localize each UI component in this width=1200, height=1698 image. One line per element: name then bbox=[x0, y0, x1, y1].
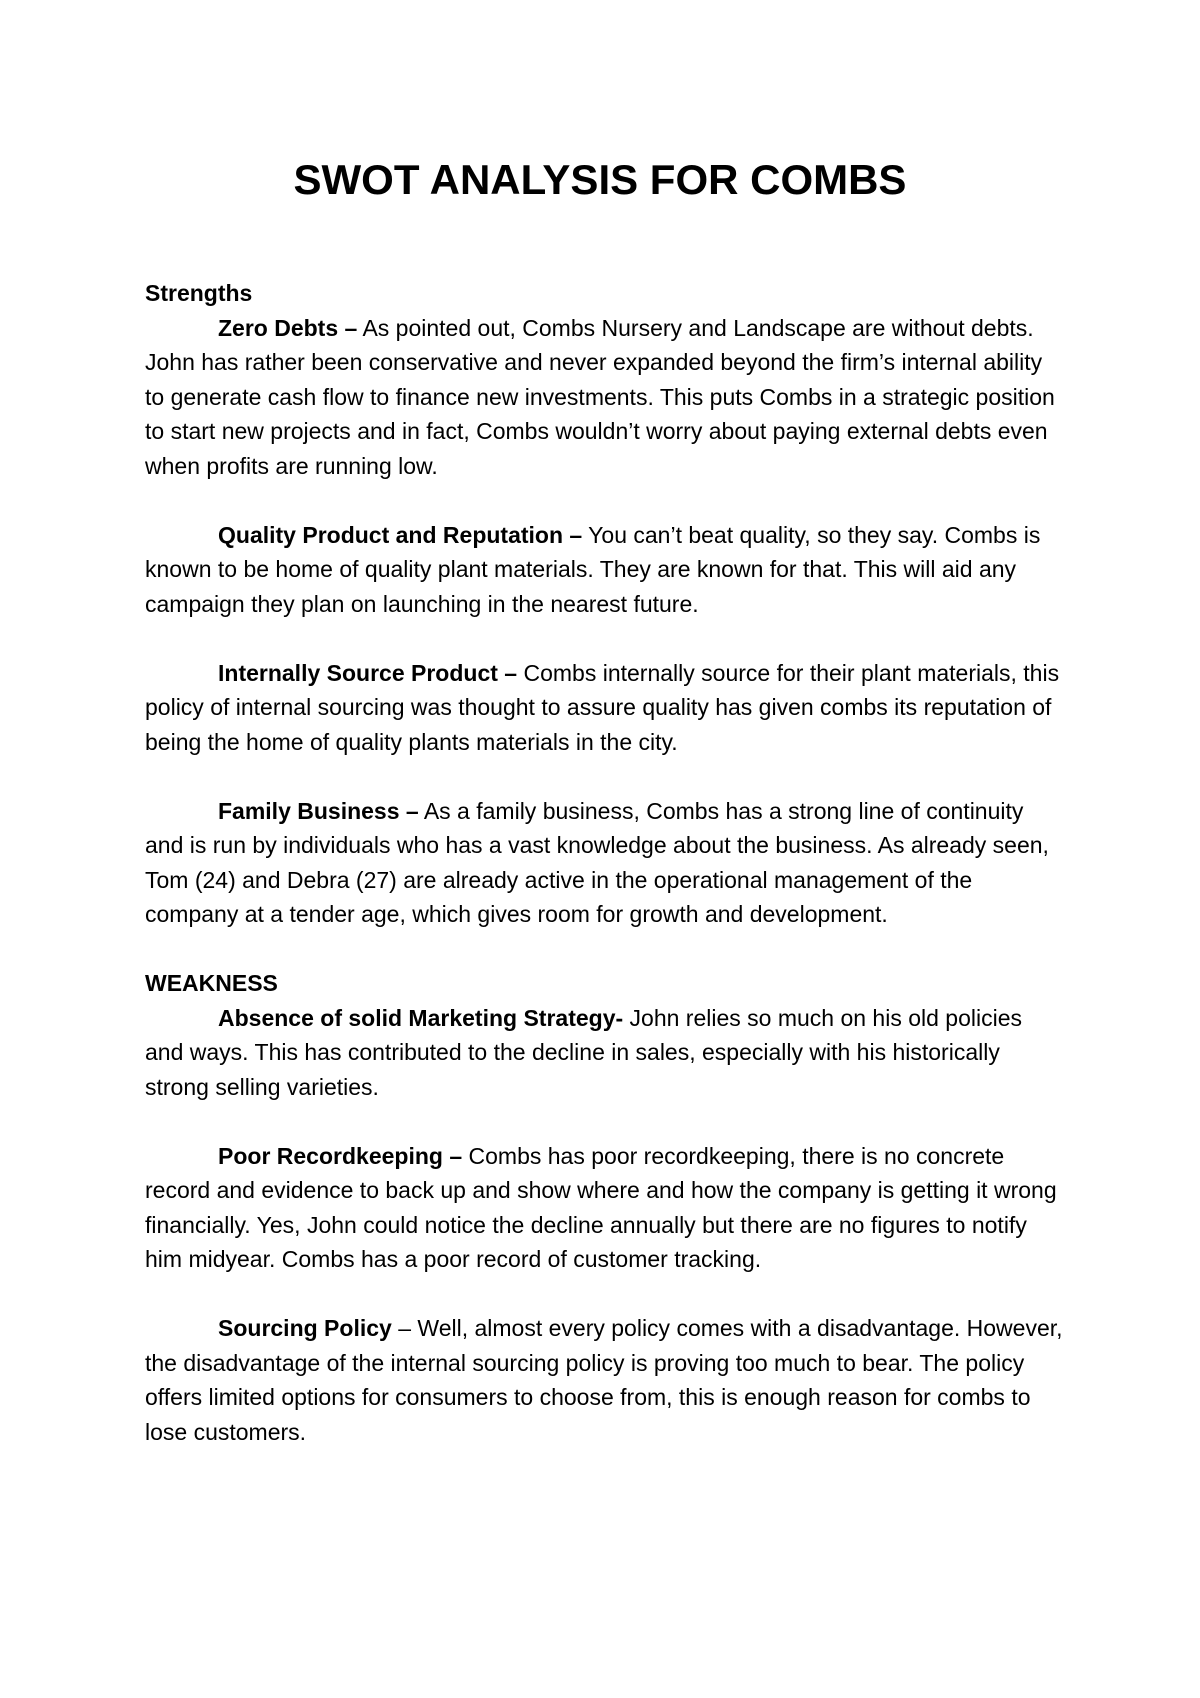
paragraph-text: – Well, almost every policy comes with a disadvantage. However, the disadvantage of the internal sourcing policy is proving too much to bear. The policy offers limited options for consumers to choose from, this is enough reason for combs to lose customers. bbox=[145, 1315, 1063, 1445]
paragraph-text: As pointed out, Combs Nursery and Landscape are without debts. John has rather been conservative and never expanded beyond the firm’s internal ability to generate cash flow to finance new investments. This puts Combs in a strategic position to start new projects and in fact, Combs wouldn’t worry about paying external debts even when profits are running low. bbox=[145, 314, 1055, 479]
paragraph-marketing-strategy bbox=[145, 1001, 1065, 1105]
paragraph-poor-recordkeeping bbox=[145, 1139, 1065, 1277]
paragraph-lead: Quality Product and Reputation – bbox=[218, 521, 583, 548]
paragraph-text: As a family business, Combs has a strong line of continuity and is run by individuals who has a vast knowledge about the business. As already seen, Tom (24) and Debra (27) are already active in the operational management of the company at a tender age, which gives room for growth and development. bbox=[145, 797, 1049, 927]
paragraph-text: Combs has poor recordkeeping, there is no concrete record and evidence to back up and show where and how the company is getting it wrong financially. Yes, John could notice the decline annually but there are no figures to notify him midyear. Combs has a poor record of customer tracking. bbox=[145, 1142, 1057, 1272]
paragraph-lead: Internally Source Product – bbox=[218, 659, 518, 686]
paragraph-lead: Sourcing Policy bbox=[218, 1315, 392, 1341]
paragraph-lead: Absence of solid Marketing Strategy- bbox=[218, 1004, 624, 1031]
paragraph-text: You can’t beat quality, so they say. Combs is known to be home of quality plant materials. They are known for that. This will aid any campaign they plan on launching in the nearest future. bbox=[145, 521, 1041, 617]
paragraph-sourcing-policy bbox=[145, 1311, 1065, 1449]
section-strengths bbox=[145, 276, 1065, 932]
paragraph-text: Combs internally source for their plant materials, this policy of internal sourcing was thought to assure quality has given combs its reputation of being the home of quality plants materials in the city. bbox=[145, 659, 1060, 755]
document-title: SWOT ANALYSIS FOR COMBS bbox=[293, 156, 907, 203]
section-heading-strengths: Strengths bbox=[145, 280, 253, 306]
section-heading-weakness: WEAKNESS bbox=[145, 970, 278, 996]
paragraph-internally-source bbox=[145, 656, 1065, 760]
paragraph-lead: Zero Debts – bbox=[218, 314, 358, 341]
paragraph-lead: Poor Recordkeeping – bbox=[218, 1142, 463, 1169]
paragraph-family-business bbox=[145, 794, 1065, 932]
paragraph-lead: Family Business – bbox=[218, 797, 419, 824]
paragraph-zero-debts bbox=[145, 311, 1065, 484]
paragraph-quality-product bbox=[145, 518, 1065, 622]
section-weakness bbox=[145, 966, 1065, 1449]
paragraph-text: John relies so much on his old policies and ways. This has contributed to the decline in sales, especially with his historically strong selling varieties. bbox=[145, 1004, 1023, 1100]
document-body bbox=[145, 276, 1065, 1484]
